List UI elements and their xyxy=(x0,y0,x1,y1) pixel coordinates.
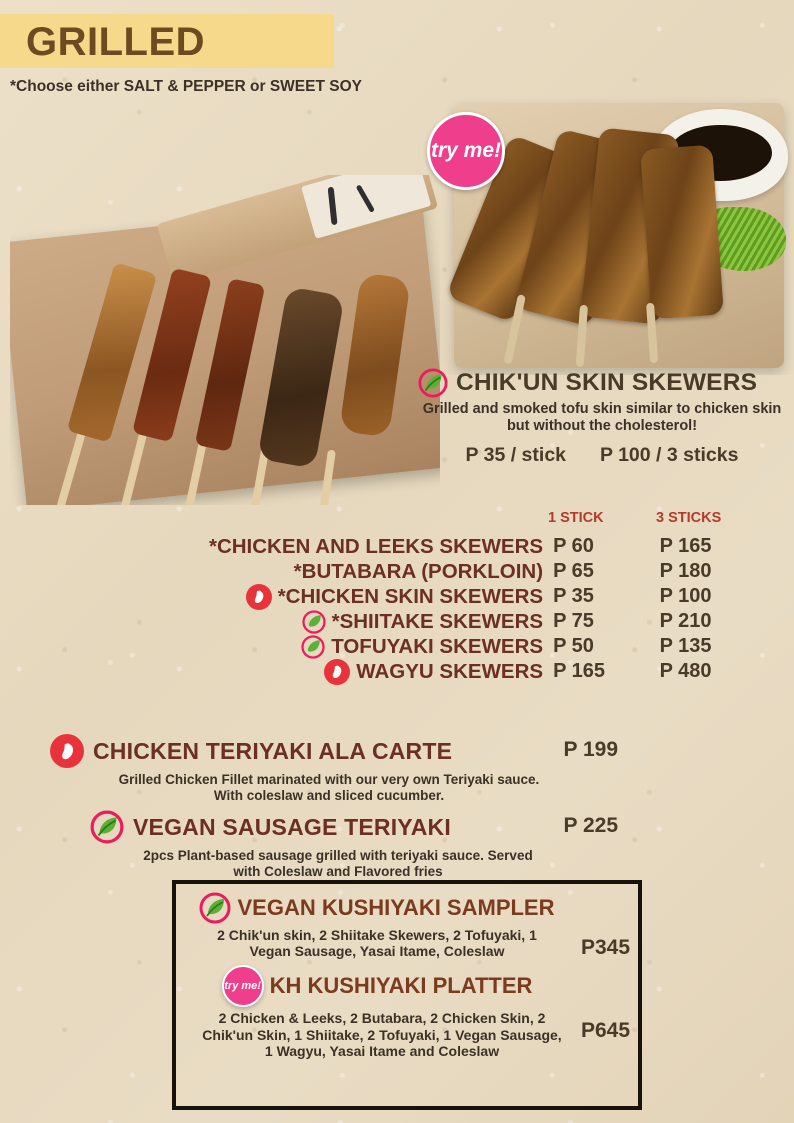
spicy-chili-icon xyxy=(246,584,272,610)
entry-title: VEGAN SAUSAGE TERIYAKI xyxy=(133,813,451,840)
menu-entry-chicken-teriyaki xyxy=(18,734,778,804)
item-label: *BUTABARA (PORKLOIN) xyxy=(293,559,544,583)
entry-price: P 199 xyxy=(563,738,618,761)
combo-title-row xyxy=(176,965,638,1007)
combo-description: 2 Chik'un skin, 2 Shiitake Skewers, 2 Tofuyaki, 1 Vegan Sausage, Yasai Itame, Coleslaw xyxy=(217,927,537,960)
column-header-3-sticks: 3 STICKS xyxy=(656,510,722,526)
table-row xyxy=(30,634,782,659)
item-label: WAGYU SKEWERS xyxy=(356,659,544,683)
price-3-sticks-row-5: P 480 xyxy=(659,660,712,682)
price-table-header xyxy=(548,510,780,526)
spicy-chili-icon xyxy=(324,659,350,685)
table-row xyxy=(30,534,782,559)
grilled-skewers-photo xyxy=(10,175,440,505)
combo-title: VEGAN KUSHIYAKI SAMPLER xyxy=(237,895,555,920)
price-1-stick-row-0: P 60 xyxy=(553,535,594,557)
vegan-leaf-icon xyxy=(418,368,448,398)
table-row xyxy=(30,584,782,609)
item-label: *CHICKEN AND LEEKS SKEWERS xyxy=(208,534,544,558)
table-row xyxy=(30,609,782,634)
combo-kh-kushiyaki-platter xyxy=(176,961,638,1061)
price-3-sticks-row-2: P 100 xyxy=(659,585,712,607)
price-3-sticks-row-1: P 180 xyxy=(659,560,712,582)
price-1-stick-row-3: P 75 xyxy=(553,610,594,632)
combo-title: KH KUSHIYAKI PLATTER xyxy=(269,973,533,999)
spicy-chili-icon xyxy=(50,734,84,768)
item-name-row-3 xyxy=(30,610,553,634)
feature-title: CHIK'UN SKIN SKEWERS xyxy=(456,369,758,396)
feature-price-row xyxy=(418,444,786,467)
item-name-row-4 xyxy=(30,635,553,659)
entry-description: 2pcs Plant-based sausage grilled with teriyaki sauce. Served with Coleslaw and Flavored fries xyxy=(143,848,533,880)
feature-title-row xyxy=(418,368,786,398)
combo-description: 2 Chicken & Leeks, 2 Butabara, 2 Chicken Skin, 2 Chik'un Skin, 1 Shiitake, 2 Tofuyaki, 1 Vegan Sausage, 1 Wagyu, Yasai Itame and Coleslaw xyxy=(202,1010,562,1059)
item-name-row-5 xyxy=(30,659,553,685)
page-title: GRILLED xyxy=(26,20,206,64)
item-label: *CHICKEN SKIN SKEWERS xyxy=(277,584,544,608)
price-1-stick-row-5: P 165 xyxy=(553,660,605,682)
price-1-stick-row-1: P 65 xyxy=(553,560,594,582)
feature-price-single: P 35 / stick xyxy=(465,444,567,467)
try-me-label: try me! xyxy=(224,980,261,993)
feature-price-multi: P 100 / 3 sticks xyxy=(600,444,739,467)
skewer-price-table xyxy=(30,534,782,684)
table-row xyxy=(30,559,782,584)
entry-title: CHICKEN TERIYAKI ALA CARTE xyxy=(93,737,453,764)
try-me-badge xyxy=(222,965,264,1007)
item-name-row-0 xyxy=(30,535,553,559)
price-3-sticks-row-4: P 135 xyxy=(659,635,712,657)
try-me-badge xyxy=(427,112,505,190)
entry-title-row xyxy=(18,734,778,768)
column-header-1-stick: 1 STICK xyxy=(548,510,604,526)
combo-price: P345 xyxy=(580,936,630,959)
combo-platters-box xyxy=(172,880,642,1110)
price-1-stick-row-2: P 35 xyxy=(553,585,594,607)
table-row xyxy=(30,659,782,684)
vegan-leaf-icon xyxy=(199,892,231,924)
entry-price: P 225 xyxy=(563,814,618,837)
item-name-row-2 xyxy=(30,584,553,610)
vegan-leaf-icon xyxy=(301,635,325,659)
tofu-skin-skewer xyxy=(640,145,724,320)
item-name-row-1 xyxy=(30,560,553,584)
price-1-stick-row-4: P 50 xyxy=(553,635,594,657)
entry-title-row xyxy=(18,810,778,844)
header-subtitle: *Choose either SALT & PEPPER or SWEET SOY xyxy=(10,78,362,95)
combo-price: P645 xyxy=(580,1019,630,1043)
feature-description: Grilled and smoked tofu skin similar to chicken skin but without the cholesterol! xyxy=(422,401,782,435)
vegan-leaf-icon xyxy=(90,810,124,844)
combo-title-row xyxy=(176,892,638,924)
feature-item-chikun-skin xyxy=(418,368,786,467)
combo-vegan-kushiyaki-sampler xyxy=(176,884,638,961)
entry-description: Grilled Chicken Fillet marinated with our very own Teriyaki sauce. With coleslaw and sliced cucumber. xyxy=(118,772,540,804)
try-me-label: try me! xyxy=(430,139,502,163)
price-3-sticks-row-0: P 165 xyxy=(659,535,712,557)
price-3-sticks-row-3: P 210 xyxy=(659,610,712,632)
item-label: TOFUYAKI SKEWERS xyxy=(331,634,544,658)
vegan-leaf-icon xyxy=(302,610,326,634)
menu-entry-vegan-sausage-teriyaki xyxy=(18,810,778,880)
item-label: *SHIITAKE SKEWERS xyxy=(331,609,544,633)
